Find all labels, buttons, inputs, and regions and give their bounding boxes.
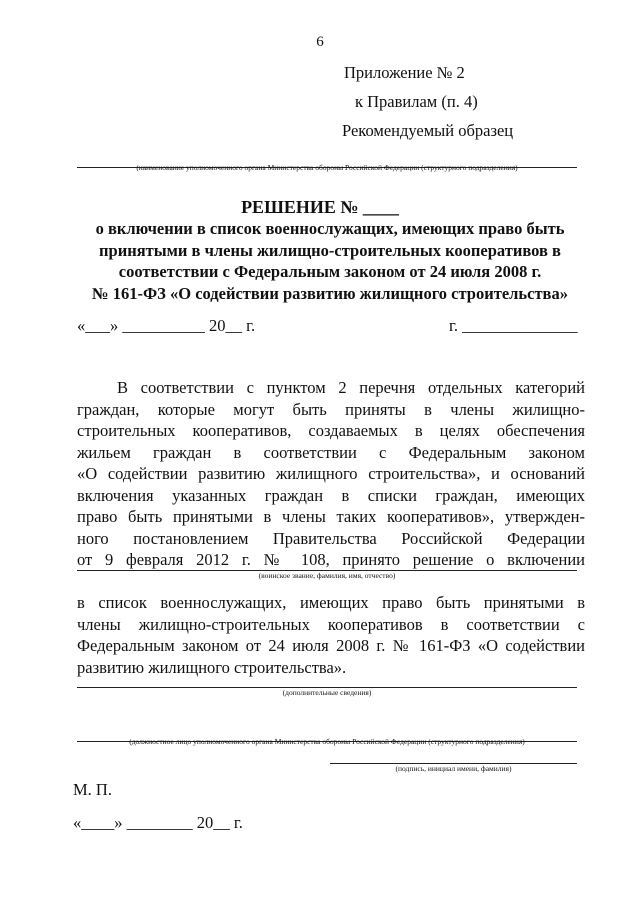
paragraph-line: в список военнослужащих, имеющих право быть принятыми в <box>77 593 585 612</box>
paragraph-line: В соответствии с пунктом 2 перечня отдельных категорий <box>117 378 585 397</box>
paragraph-line: члены жилищно-строительных кооперативов в соответствии с <box>77 614 585 634</box>
subtitle-line: принятыми в члены жилищно-строительных кооперативов в <box>99 240 561 260</box>
decision-title: РЕШЕНИЕ № ____ <box>241 197 399 217</box>
paragraph-line: строительных кооперативов, создаваемых в целях обеспечения <box>77 421 585 440</box>
paragraph-line: от 9 февраля 2012 г. № 108, принято решение о включении <box>77 550 585 569</box>
paragraph-line: Федеральным законом от 24 июля 2008 г. № 161-ФЗ «О содействии <box>77 636 585 655</box>
paragraph-line: право быть принятыми в члены таких кооперативов», утвержден- <box>77 507 585 526</box>
official-caption: (должностное лицо уполномоченного органа Министерства обороны Российской Федерации (структурного подразделения) <box>129 737 525 746</box>
additional-info-caption: (дополнительные сведения) <box>282 688 372 697</box>
stamp-label: М. П. <box>73 780 112 799</box>
decision-date: «___» __________ 20__ г. <box>77 316 256 335</box>
decision-subtitle <box>70 218 590 304</box>
organ-name-caption: (наименование уполномоченного органа Министерства обороны Российской Федерации (структурного подразделения) <box>136 163 518 172</box>
signature-caption: (подпись, инициал имени, фамилия) <box>395 764 512 773</box>
main-paragraph <box>77 377 585 571</box>
annex-rules-ref: к Правилам (п. 4) <box>355 92 478 111</box>
person-name-caption: (воинское звание, фамилия, имя, отчество) <box>258 571 396 580</box>
decision-place: г. ______________ <box>449 316 578 335</box>
paragraph-line: включения указанных граждан в списки граждан, имеющих <box>77 485 585 505</box>
paragraph-line: граждан, которые могут быть приняты в члены жилищно- <box>77 399 585 419</box>
subtitle-line: № 161-ФЗ «О содействии развитию жилищного строительства» <box>92 283 568 303</box>
paragraph-line: «О содействии развитию жилищного строительства», и оснований <box>77 464 585 483</box>
paragraph-line: развитию жилищного строительства». <box>77 657 347 677</box>
paragraph-line: ного постановлением Правительства Российской Федерации <box>77 528 585 548</box>
subtitle-line: о включении в список военнослужащих, имеющих право быть <box>95 219 565 238</box>
paragraph-line: жильем граждан в соответствии с Федеральным законом <box>77 442 585 462</box>
subtitle-line: соответствии с Федеральным законом от 24 июля 2008 г. <box>118 262 542 281</box>
annex-sample-label: Рекомендуемый образец <box>342 121 514 140</box>
annex-number: Приложение № 2 <box>344 63 465 82</box>
page-number: 6 <box>316 34 324 50</box>
second-paragraph <box>77 592 585 678</box>
bottom-date: «____» ________ 20__ г. <box>73 813 243 832</box>
